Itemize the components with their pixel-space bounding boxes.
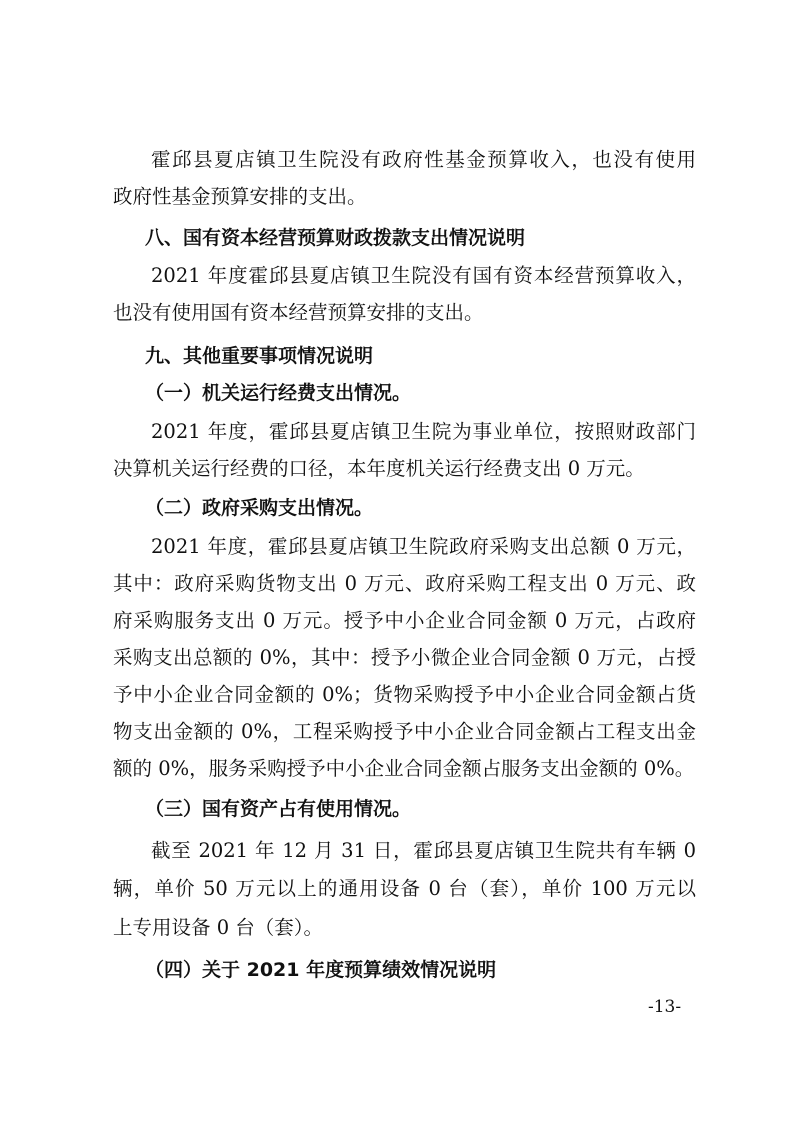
paragraph-line: 也没有使用国有资本经营预算安排的支出。 [113, 301, 484, 324]
section-heading-9: 九、其他重要事项情况说明 [145, 345, 374, 367]
subsection-heading-2: （二）政府采购支出情况。 [145, 497, 374, 519]
paragraph-line: 截至 2021 年 12 月 31 日，霍邱县夏店镇卫生院共有车辆 0 [151, 839, 696, 862]
subsection-heading-3: （三）国有资产占有使用情况。 [145, 798, 412, 820]
page-number: -13- [648, 997, 682, 1017]
paragraph-line: 物支出金额的 0%，工程采购授予中小企业合同金额占工程支出金 [113, 720, 696, 743]
paragraph-line: 采购支出总额的 0%，其中：授予小微企业合同金额 0 万元，占授 [113, 646, 696, 669]
paragraph-line: 府采购服务支出 0 万元。授予中小企业合同金额 0 万元，占政府 [113, 609, 696, 632]
paragraph-line: 政府性基金预算安排的支出。 [113, 185, 367, 208]
paragraph-line: 2021 年度，霍邱县夏店镇卫生院政府采购支出总额 0 万元， [151, 535, 696, 558]
paragraph-line: 霍邱县夏店镇卫生院没有政府性基金预算收入，也没有使用 [151, 148, 696, 171]
paragraph-line: 额的 0%，服务采购授予中小企业合同金额占服务支出金额的 0%。 [113, 757, 695, 780]
paragraph-line: 其中：政府采购货物支出 0 万元、政府采购工程支出 0 万元、政 [113, 572, 696, 595]
paragraph-line: 2021 年度霍邱县夏店镇卫生院没有国有资本经营预算收入， [151, 264, 696, 287]
paragraph-line: 上专用设备 0 台（套）。 [113, 916, 324, 939]
paragraph-line: 2021 年度，霍邱县夏店镇卫生院为事业单位，按照财政部门 [151, 420, 696, 443]
subsection-heading-1: （一）机关运行经费支出情况。 [145, 382, 412, 404]
paragraph-line: 辆，单价 50 万元以上的通用设备 0 台（套），单价 100 万元以 [113, 877, 696, 900]
paragraph-line: 予中小企业合同金额的 0%；货物采购授予中小企业合同金额占货 [113, 683, 696, 706]
subsection-heading-4: （四）关于 2021 年度预算绩效情况说明 [145, 959, 497, 981]
paragraph-line: 决算机关运行经费的口径，本年度机关运行经费支出 0 万元。 [113, 457, 645, 480]
section-heading-8: 八、国有资本经营预算财政拨款支出情况说明 [145, 227, 526, 249]
